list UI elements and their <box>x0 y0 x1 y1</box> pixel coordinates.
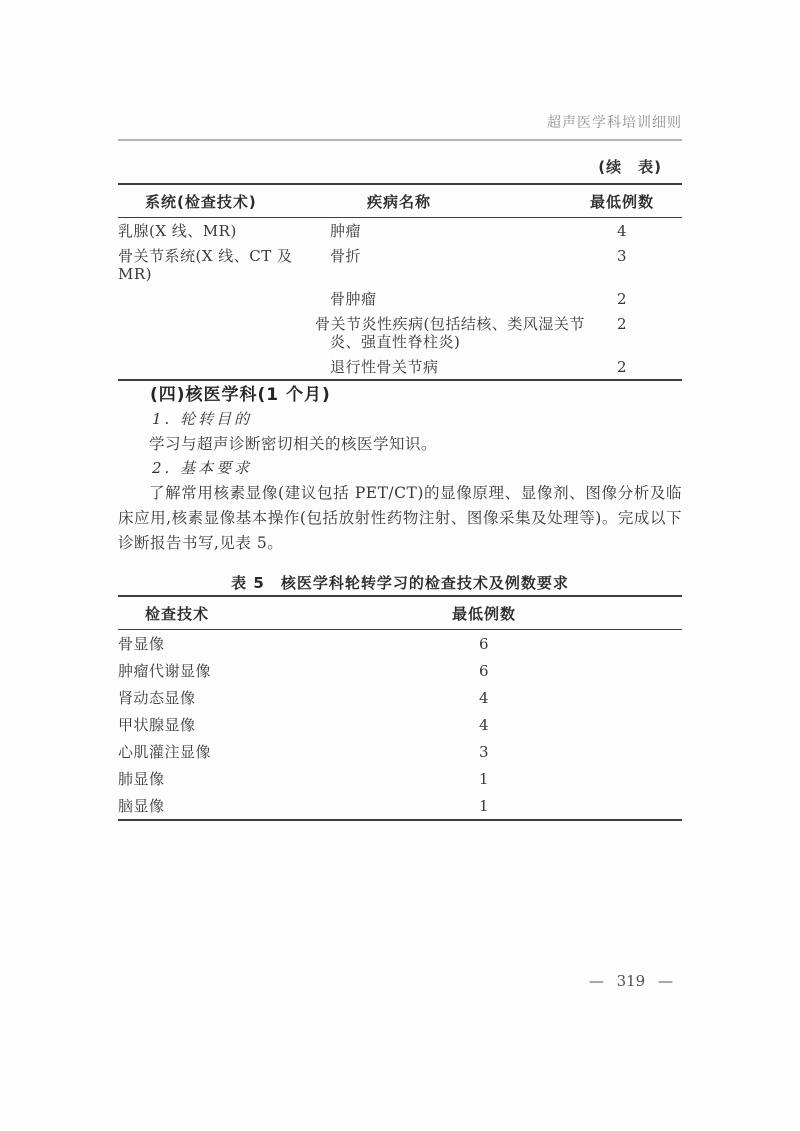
cell-technique: 脑显像 <box>118 797 165 815</box>
column-header-min-cases: 最低例数 <box>590 184 682 218</box>
continued-table-label: (续 表) <box>598 158 662 176</box>
cell-technique: 心肌灌注显像 <box>118 743 212 761</box>
page-number: — 319 — <box>588 972 673 990</box>
table-header-row <box>118 596 682 630</box>
table-row <box>118 684 682 711</box>
table-header <box>118 596 682 630</box>
cell-min-cases: 3 <box>478 743 490 761</box>
cell-min-cases: 2 <box>616 290 628 308</box>
section-item-1-label: 1. 轮转目的 <box>152 410 253 428</box>
cell-disease: 肿瘤 <box>330 222 362 240</box>
cell-disease: 骨关节炎性疾病(包括结核、类风湿关节炎、强直性脊柱炎) <box>315 315 585 351</box>
cell-technique: 骨显像 <box>118 635 165 653</box>
cell-min-cases: 4 <box>616 222 628 240</box>
column-header-technique: 检查技术 <box>118 596 378 630</box>
table-row <box>118 354 682 380</box>
cell-system <box>118 311 330 354</box>
cell-disease: 退行性骨关节病 <box>330 358 439 376</box>
table-row <box>118 711 682 738</box>
column-header-system: 系统(检查技术) <box>118 184 330 218</box>
column-header-min-cases: 最低例数 <box>378 596 682 630</box>
table-row <box>118 311 682 354</box>
section-item-1-text: 学习与超声诊断密切相关的核医学知识。 <box>149 435 438 453</box>
table-row <box>118 218 682 244</box>
table-row <box>118 765 682 792</box>
table-header-row <box>118 184 682 218</box>
table5-caption: 表 5 核医学科轮转学习的检查技术及例数要求 <box>231 574 569 592</box>
table5 <box>118 595 682 821</box>
cell-min-cases: 2 <box>616 358 628 376</box>
table-header <box>118 184 682 218</box>
running-head-rule <box>118 139 682 141</box>
cell-technique: 肺显像 <box>118 770 165 788</box>
cell-min-cases: 6 <box>478 662 490 680</box>
table-row <box>118 286 682 311</box>
section-item-2-text: 了解常用核素显像(建议包括 PET/CT)的显像原理、显像剂、图像分析及临床应用,核素显像基本操作(包括放射性药物注射、图像采集及处理等)。完成以下诊断报告书写,见表 5。 <box>118 484 682 552</box>
section-item-2-label: 2. 基本要求 <box>152 459 253 477</box>
cell-min-cases: 1 <box>478 770 490 788</box>
cell-disease: 骨肿瘤 <box>330 290 377 308</box>
table-row <box>118 243 682 286</box>
cell-min-cases: 1 <box>478 797 490 815</box>
table-row <box>118 792 682 820</box>
cell-technique: 肿瘤代谢显像 <box>118 662 212 680</box>
cell-min-cases: 4 <box>478 716 490 734</box>
systems-diseases-table <box>118 183 682 381</box>
nuclear-medicine-table <box>118 595 682 821</box>
column-header-disease: 疾病名称 <box>330 184 590 218</box>
cell-min-cases: 4 <box>478 689 490 707</box>
table-row <box>118 738 682 765</box>
running-head: 超声医学科培训细则 <box>547 115 682 131</box>
cell-system <box>118 354 330 380</box>
cell-system: 乳腺(X 线、MR) <box>118 222 237 240</box>
cell-technique: 甲状腺显像 <box>118 716 196 734</box>
cell-min-cases: 2 <box>616 315 628 333</box>
table-body <box>118 630 682 821</box>
cell-system: 骨关节系统(X 线、CT 及 MR) <box>118 247 293 283</box>
cell-min-cases: 6 <box>478 635 490 653</box>
table-row <box>118 630 682 658</box>
continued-table <box>118 183 682 381</box>
section-heading: (四)核医学科(1 个月) <box>150 385 331 405</box>
cell-min-cases: 3 <box>616 247 628 265</box>
cell-system <box>118 286 330 311</box>
table-body <box>118 218 682 381</box>
table-row <box>118 657 682 684</box>
cell-technique: 肾动态显像 <box>118 689 196 707</box>
cell-disease: 骨折 <box>330 247 362 265</box>
